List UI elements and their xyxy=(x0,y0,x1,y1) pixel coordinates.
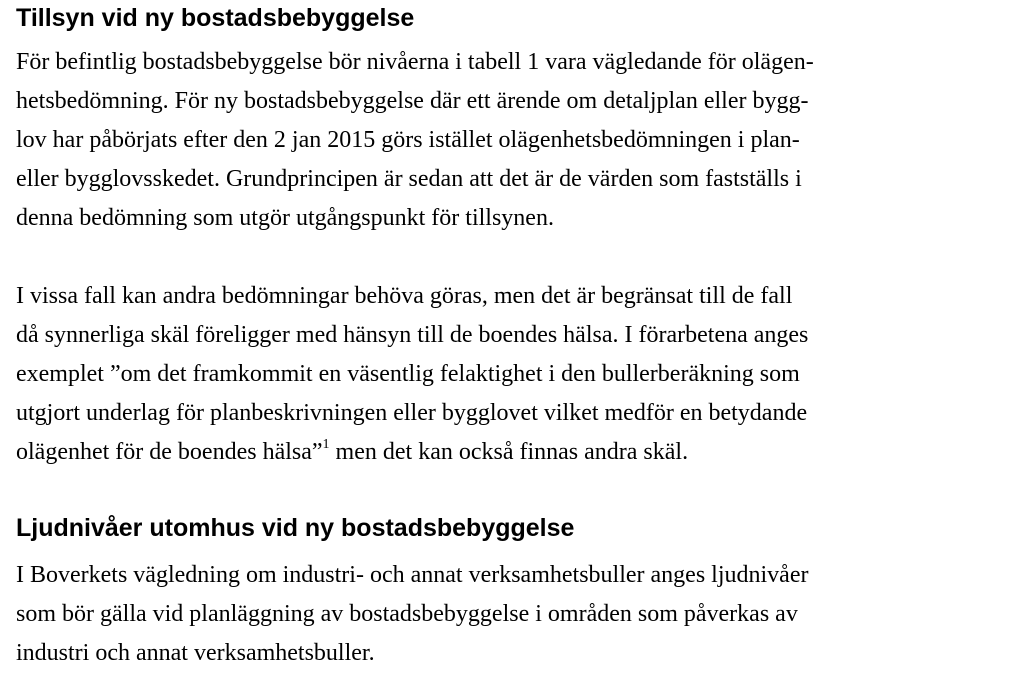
text-line: eller bygglovsskedet. Grundprincipen är sedan att det är de värden som fastställs i xyxy=(16,166,802,192)
text-line: I Boverkets vägledning om industri- och annat verksamhetsbuller anges ljudnivåer xyxy=(16,562,809,588)
text-line: då synnerliga skäl föreligger med hänsyn till de boendes hälsa. I förarbetena anges xyxy=(16,322,809,348)
section-heading-tillsyn: Tillsyn vid ny bostadsbebyggelse xyxy=(16,4,415,32)
text-line: lov har påbörjats efter den 2 jan 2015 görs istället olägenhetsbedömningen i plan- xyxy=(16,127,800,153)
text-line: som bör gälla vid planläggning av bostadsbebyggelse i områden som påverkas av xyxy=(16,601,798,627)
text-line: För befintlig bostadsbebyggelse bör nivåerna i tabell 1 vara vägledande för olägen- xyxy=(16,49,814,75)
text-run: olägenhet för de boendes hälsa” xyxy=(16,439,323,465)
text-line xyxy=(16,437,688,467)
text-line: exemplet ”om det framkommit en väsentlig felaktighet i den bullerberäkning som xyxy=(16,361,800,387)
text-line: denna bedömning som utgör utgångspunkt för tillsynen. xyxy=(16,205,554,231)
text-line: industri och annat verksamhetsbuller. xyxy=(16,640,375,666)
text-run: men det kan också finnas andra skäl. xyxy=(329,439,689,465)
text-line: I vissa fall kan andra bedömningar behöva göras, men det är begränsat till de fall xyxy=(16,283,793,309)
text-line: utgjort underlag för planbeskrivningen eller bygglovet vilket medför en betydande xyxy=(16,400,808,426)
section-heading-ljudnivaer: Ljudnivåer utomhus vid ny bostadsbebyggelse xyxy=(16,514,575,542)
footnote-marker[interactable]: 1 xyxy=(322,437,330,452)
text-line: hetsbedömning. För ny bostadsbebyggelse där ett ärende om detaljplan eller bygg- xyxy=(16,88,809,114)
